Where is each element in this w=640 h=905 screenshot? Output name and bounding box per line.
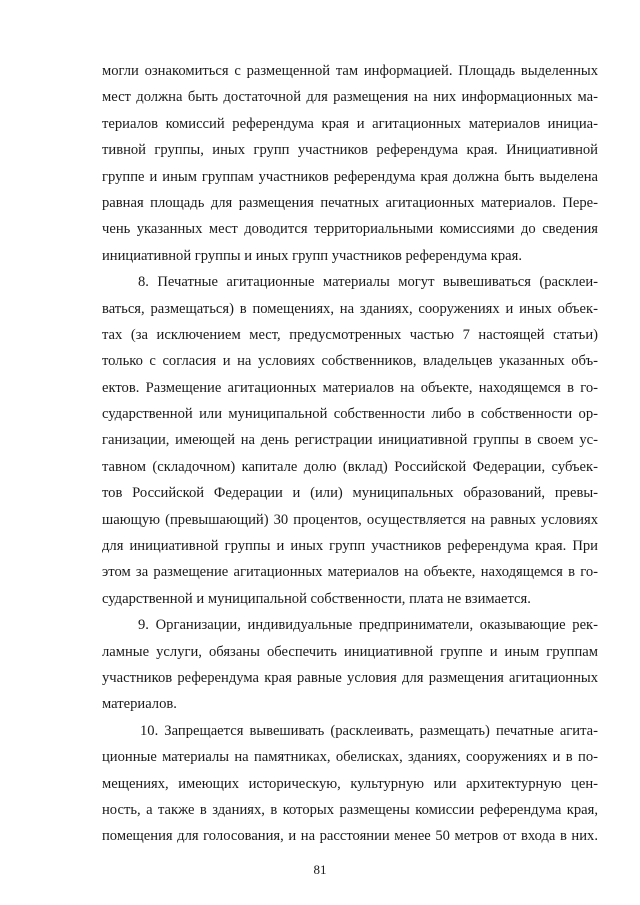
paragraph-10 — [102, 718, 598, 850]
text-line: этом за размещение агитационных материалов на объекте, находящемся в го- — [102, 564, 598, 581]
text-line: сударственной и муниципальной собственности, плата не взимается. — [102, 590, 531, 607]
text-line: мещениях, имеющих историческую, культурную или архитектурную цен- — [102, 775, 598, 792]
body-text — [102, 58, 598, 850]
paragraph-continuation — [102, 58, 598, 269]
text-line: териалов комиссий референдума края и агитационных материалов инициа- — [102, 115, 598, 132]
text-line: для инициативной группы и иных групп участников референдума края. При — [102, 538, 598, 555]
text-line: шающую (превышающий) 30 процентов, осуществляется на равных условиях — [102, 511, 598, 528]
text-line: только с согласия и на условиях собственников, владельцев указанных объ- — [102, 353, 598, 370]
text-line: ламные услуги, обязаны обеспечить инициативной группе и иным группам — [102, 643, 598, 660]
text-line: тов Российской Федерации и (или) муниципальных образований, превы- — [102, 485, 598, 502]
text-line: ганизации, имеющей на день регистрации инициативной группы в своем ус- — [102, 432, 598, 449]
text-line: ваться, размещаться) в помещениях, на зданиях, сооружениях и иных объек- — [102, 300, 598, 317]
text-line: равная площадь для размещения печатных агитационных материалов. Пере- — [102, 194, 598, 211]
text-line: тах (за исключением мест, предусмотренных частью 7 настоящей статьи) — [102, 326, 598, 343]
text-line: помещения для голосования, и на расстоянии менее 50 метров от входа в них. — [102, 828, 598, 845]
paragraph-8 — [102, 269, 598, 612]
text-line: участников референдума края равные условия для размещения агитационных — [102, 669, 598, 686]
text-line: 8. Печатные агитационные материалы могут вывешиваться (расклеи- — [138, 274, 598, 291]
text-line: ность, а также в зданиях, в которых размещены комиссии референдума края, — [102, 801, 598, 818]
page-number: 81 — [313, 862, 327, 877]
text-line: 10. Запрещается вывешивать (расклеивать, размещать) печатные агита- — [140, 722, 598, 739]
text-line: материалов. — [102, 696, 177, 713]
text-line: 9. Организации, индивидуальные предприниматели, оказывающие рек- — [138, 617, 598, 634]
text-line: сударственной или муниципальной собственности либо в собственности ор- — [102, 406, 598, 423]
paragraph-9 — [102, 612, 598, 718]
text-line: тавном (складочном) капитале долю (вклад) Российской Федерации, субъек- — [102, 458, 598, 475]
text-line: группе и иным группам участников референдума края должна быть выделена — [102, 168, 598, 185]
text-line: мест должна быть достаточной для размещения на них информационных ма- — [102, 89, 598, 106]
text-line: тивной группы, иных групп участников референдума края. Инициативной — [102, 142, 598, 159]
text-line: инициативной группы и иных групп участников референдума края. — [102, 247, 522, 264]
text-line: ционные материалы на памятниках, обелисках, зданиях, сооружениях и в по- — [102, 749, 598, 766]
text-line: могли ознакомиться с размещенной там информацией. Площадь выделенных — [102, 63, 598, 79]
text-line: чень указанных мест доводится территориальными комиссиями до сведения — [102, 221, 598, 238]
text-line: ектов. Размещение агитационных материалов на объекте, находящемся в го- — [102, 379, 598, 396]
